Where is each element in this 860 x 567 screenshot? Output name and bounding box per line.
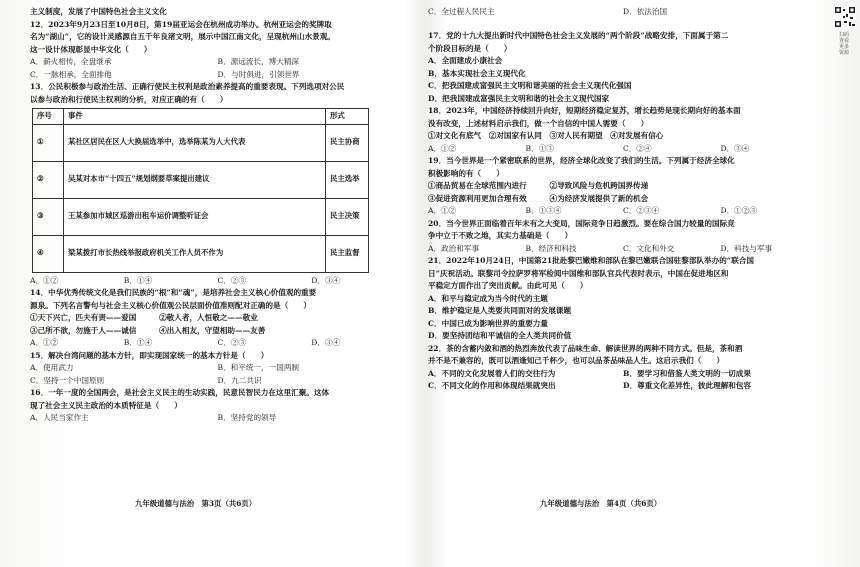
q13-event-table — [32, 108, 369, 273]
q14-item-2: ③己所不欲，勿施于人——诚信 ④出入相友，守望相助——友善 — [30, 325, 266, 335]
table-cell: 某社区居民在区人大换届选举中，选举陈某为人大代表 — [64, 124, 326, 161]
option: A．政治和军事 — [428, 243, 480, 253]
option: A．①② — [428, 143, 457, 153]
table-cell: ② — [33, 161, 64, 198]
q15-options — [30, 362, 405, 375]
q16-options-cont — [428, 6, 818, 19]
table-cell: 民主监督 — [326, 235, 369, 272]
q13-options — [30, 275, 405, 288]
q21-option-b: B．维护稳定是人类要共同面对的发展课题 — [428, 306, 572, 315]
option: D．与时俱进，引领世界 — [217, 69, 300, 79]
table-cell: 民主协商 — [326, 124, 369, 161]
table-row — [33, 235, 369, 272]
option: C．②③④ — [623, 206, 660, 215]
table-row — [33, 124, 369, 161]
option: C．一脉相承，全面排他 — [30, 69, 112, 79]
q19-stem-1: 19．当今世界是一个紧密联系的世界，经济全球化改变了我们的生活。下列属于经济全球化 — [428, 156, 735, 165]
option: A．人民当家作主 — [30, 413, 89, 422]
q12-stem-3: 这一设计体现彰显中华文化（ ） — [30, 44, 152, 54]
q12-stem-2: 名为“湖山”，它的设计灵感源自五千年良渚文明，展示中国江南文化，呈现杭州山水景观。 — [30, 32, 335, 41]
q22-options — [428, 368, 818, 381]
q21-option-d: D．要坚持团结和平诚信的全人类共同价值 — [428, 331, 572, 340]
option: A．①② — [30, 338, 59, 347]
option: B．要学习和借鉴人类文明的一切成果 — [623, 368, 751, 378]
option: D．九二共识 — [217, 375, 262, 385]
option: A．使用武力 — [30, 363, 74, 372]
table-cell: ④ — [33, 235, 64, 272]
option: B．坚持党的领导 — [217, 413, 277, 422]
q21-stem-2: 日”庆祝活动。联黎司令拉萨罗将军检阅中国维和部队官兵代表时表示，中国在促进地区和 — [428, 268, 729, 278]
q14-options — [30, 337, 405, 350]
option: C．②④ — [623, 143, 652, 153]
q15-stem: 15．解决台湾问题的基本方针，即实现国家统一的基本方针是（ ） — [30, 350, 269, 360]
option: B．①④ — [123, 275, 153, 285]
option: C．不同文化的作用和体现结果就突出 — [428, 381, 556, 390]
q18-items: ①对文化有底气 ②对国家有认同 ③对人民有期望 ④对发展有信心 — [428, 131, 664, 140]
table-cell: 梁某拨打市长热线举报政府机关工作人员不作为 — [64, 235, 326, 272]
q17-option-c: C．把我国建成富强民主文明和谐美丽的社会主义现代化强国 — [428, 81, 632, 90]
option: A．不同的文化发展着人们的交往行为 — [428, 368, 556, 378]
option: D．①②③ — [720, 206, 757, 215]
table-row — [33, 161, 369, 198]
q12-stem-1: 12．2023年9月23日至10月8日，第19届亚运会在杭州成功举办。杭州亚运会的奖牌取 — [30, 19, 332, 29]
q17-stem-2: 个阶段目标的是（ ） — [428, 43, 512, 53]
q17-option-b: B．基本实现社会主义现代化 — [428, 68, 526, 78]
q21-stem-3: 平稳定方面作出了突出贡献。由此可见（ ） — [428, 281, 588, 290]
option: C．坚持一个中国原则 — [30, 375, 105, 385]
q17-option-d: D．把我国建成富强民主文明和谐的社会主义现代国家 — [428, 93, 610, 103]
q21-option-a: A．和平与稳定成为当今时代的主题 — [428, 293, 548, 303]
option: D．③④ — [311, 275, 341, 285]
option: B．①④ — [123, 338, 153, 347]
q19-stem-2: 积极影响的有（ ） — [428, 168, 504, 178]
option: A．①② — [428, 206, 457, 215]
option: D．③④ — [311, 338, 341, 347]
q18-options — [428, 143, 818, 156]
q13-stem-1: 13．公民积极参与政治生活、正确行使民主权利是政治素养提高的重要表现。下列选项对公民 — [30, 82, 345, 91]
q14-stem-1: 14．中华优秀传统文化是我们民族的“根”和“魂”，是培养社会主义核心价值观的重要 — [30, 288, 317, 297]
q18-stem-1: 18．2023年，中国经济持续回升向好，短期经济稳定复苏，增长趋势是现长期向好的基本面 — [428, 106, 741, 115]
q22-options — [428, 380, 818, 393]
q15-options — [30, 375, 405, 388]
table-header-row — [33, 109, 369, 125]
option: C．文化和外交 — [623, 243, 675, 253]
q22-stem-2: 并不是不兼容的，既可以酒逢知己千杯少，也可以品茶品味品人生。这启示我们（ ） — [428, 356, 725, 365]
table-cell: ① — [33, 124, 64, 161]
option: D．③④ — [720, 143, 750, 153]
option: C．②③ — [217, 338, 247, 347]
option: A．薪火相传，全盘继承 — [30, 57, 112, 66]
q16-stem-2: 现了社会主义民主政治的本质特征是（ ） — [30, 400, 182, 410]
q20-stem-2: 争中立于不败之地，其实力基础是（ ） — [428, 231, 573, 240]
q19-items-1: ①商品贸易在全球范围内进行 ②导致风险与危机跨国界传递 — [428, 181, 649, 190]
option: D．科技与军事 — [720, 243, 773, 253]
table-header: 序号 — [33, 109, 64, 125]
table-header: 形式 — [326, 109, 369, 125]
table-cell: 民主决策 — [326, 198, 369, 235]
table-header: 事件 — [64, 109, 326, 125]
left-page-footer: 九年级道德与法治 第3页（共6页） — [135, 499, 257, 508]
q17-stem-1: 17．党的十九大提出新时代中国特色社会主义发展的“两个阶段”战略安排，下面属于第二 — [428, 31, 729, 40]
option: B．①③④ — [525, 206, 562, 215]
q22-stem-1: 22．茶的含蓄内敛和酒的热烈奔放代表了品味生命、解读世界的两种不同方式。但是，茶和酒 — [428, 343, 743, 353]
q17-option-a: A．全面建成小康社会 — [428, 56, 503, 65]
q21-option-c: C．中国已成为影响世界的重要力量 — [428, 318, 548, 328]
qr-code-icon — [834, 6, 856, 28]
q14-item-1: ①天下兴亡，匹夫有责——爱国 ②敬人者，人恒敬之——敬业 — [30, 313, 258, 322]
q12-options — [30, 56, 405, 69]
option: B．①③ — [525, 143, 554, 153]
q21-stem-1: 21．2022年10月24日，中国第21批赴黎巴嫩维和部队在黎巴嫩联合国驻黎部队举办的“联合国 — [428, 256, 754, 265]
option: D．尊重文化差异性，彼此理解和包容 — [623, 381, 752, 390]
q19-options — [428, 205, 818, 218]
q19-items-2: ③促进资源利用更加合理有效 ④为经济发展提供了新的机会 — [428, 193, 649, 203]
table-cell: 王某参加市城区巡游出租车运价调整听证会 — [64, 198, 326, 235]
option: C．②③ — [217, 275, 247, 285]
option: B．源远流长，博大精深 — [217, 57, 300, 66]
right-page — [428, 7, 818, 393]
option: B．和平统一，一国两制 — [217, 363, 300, 372]
q20-options — [428, 243, 818, 256]
q14-stem-2: 源泉。下列名言警句与社会主义核心价值观公民层面价值准则配对正确的是（ ） — [30, 300, 311, 310]
q20-stem-1: 20．当今世界正面临着百年未有之大变局，国际竞争日趋激烈。要在综合国力较量的国际竞 — [428, 218, 735, 228]
table-cell: 民主选举 — [326, 161, 369, 198]
option: B．经济和科技 — [525, 243, 577, 253]
left-page — [30, 6, 405, 425]
table-cell: 吴某对本市“十四五”规划纲要草案提出建议 — [64, 161, 326, 198]
table-row — [33, 198, 369, 235]
q12-options — [30, 69, 405, 82]
q13-stem-2: 以参与政治和行使民主权利的分析，对应正确的有（ ） — [30, 94, 228, 104]
table-cell: ③ — [33, 198, 64, 235]
carryover-line: 主义制度，发展了中国特色社会主义文化 — [30, 7, 167, 16]
option: C．全过程人民民主 — [428, 7, 495, 16]
q18-stem-2: 没有改变，上述材料启示我们，做一个自信的中国人需要（ ） — [428, 118, 649, 128]
option: D．依法治国 — [623, 7, 668, 16]
q16-options — [30, 412, 405, 425]
side-strip-text: 扫码查看更多资源 — [839, 32, 850, 56]
right-page-footer: 九年级道德与法治 第4页（共6页） — [540, 499, 662, 508]
q16-stem-1: 16．一年一度的全国两会，是社会主义民主的生动实践，民意民智民力在这里汇聚。这体 — [30, 388, 330, 397]
option: A．①② — [30, 275, 59, 285]
